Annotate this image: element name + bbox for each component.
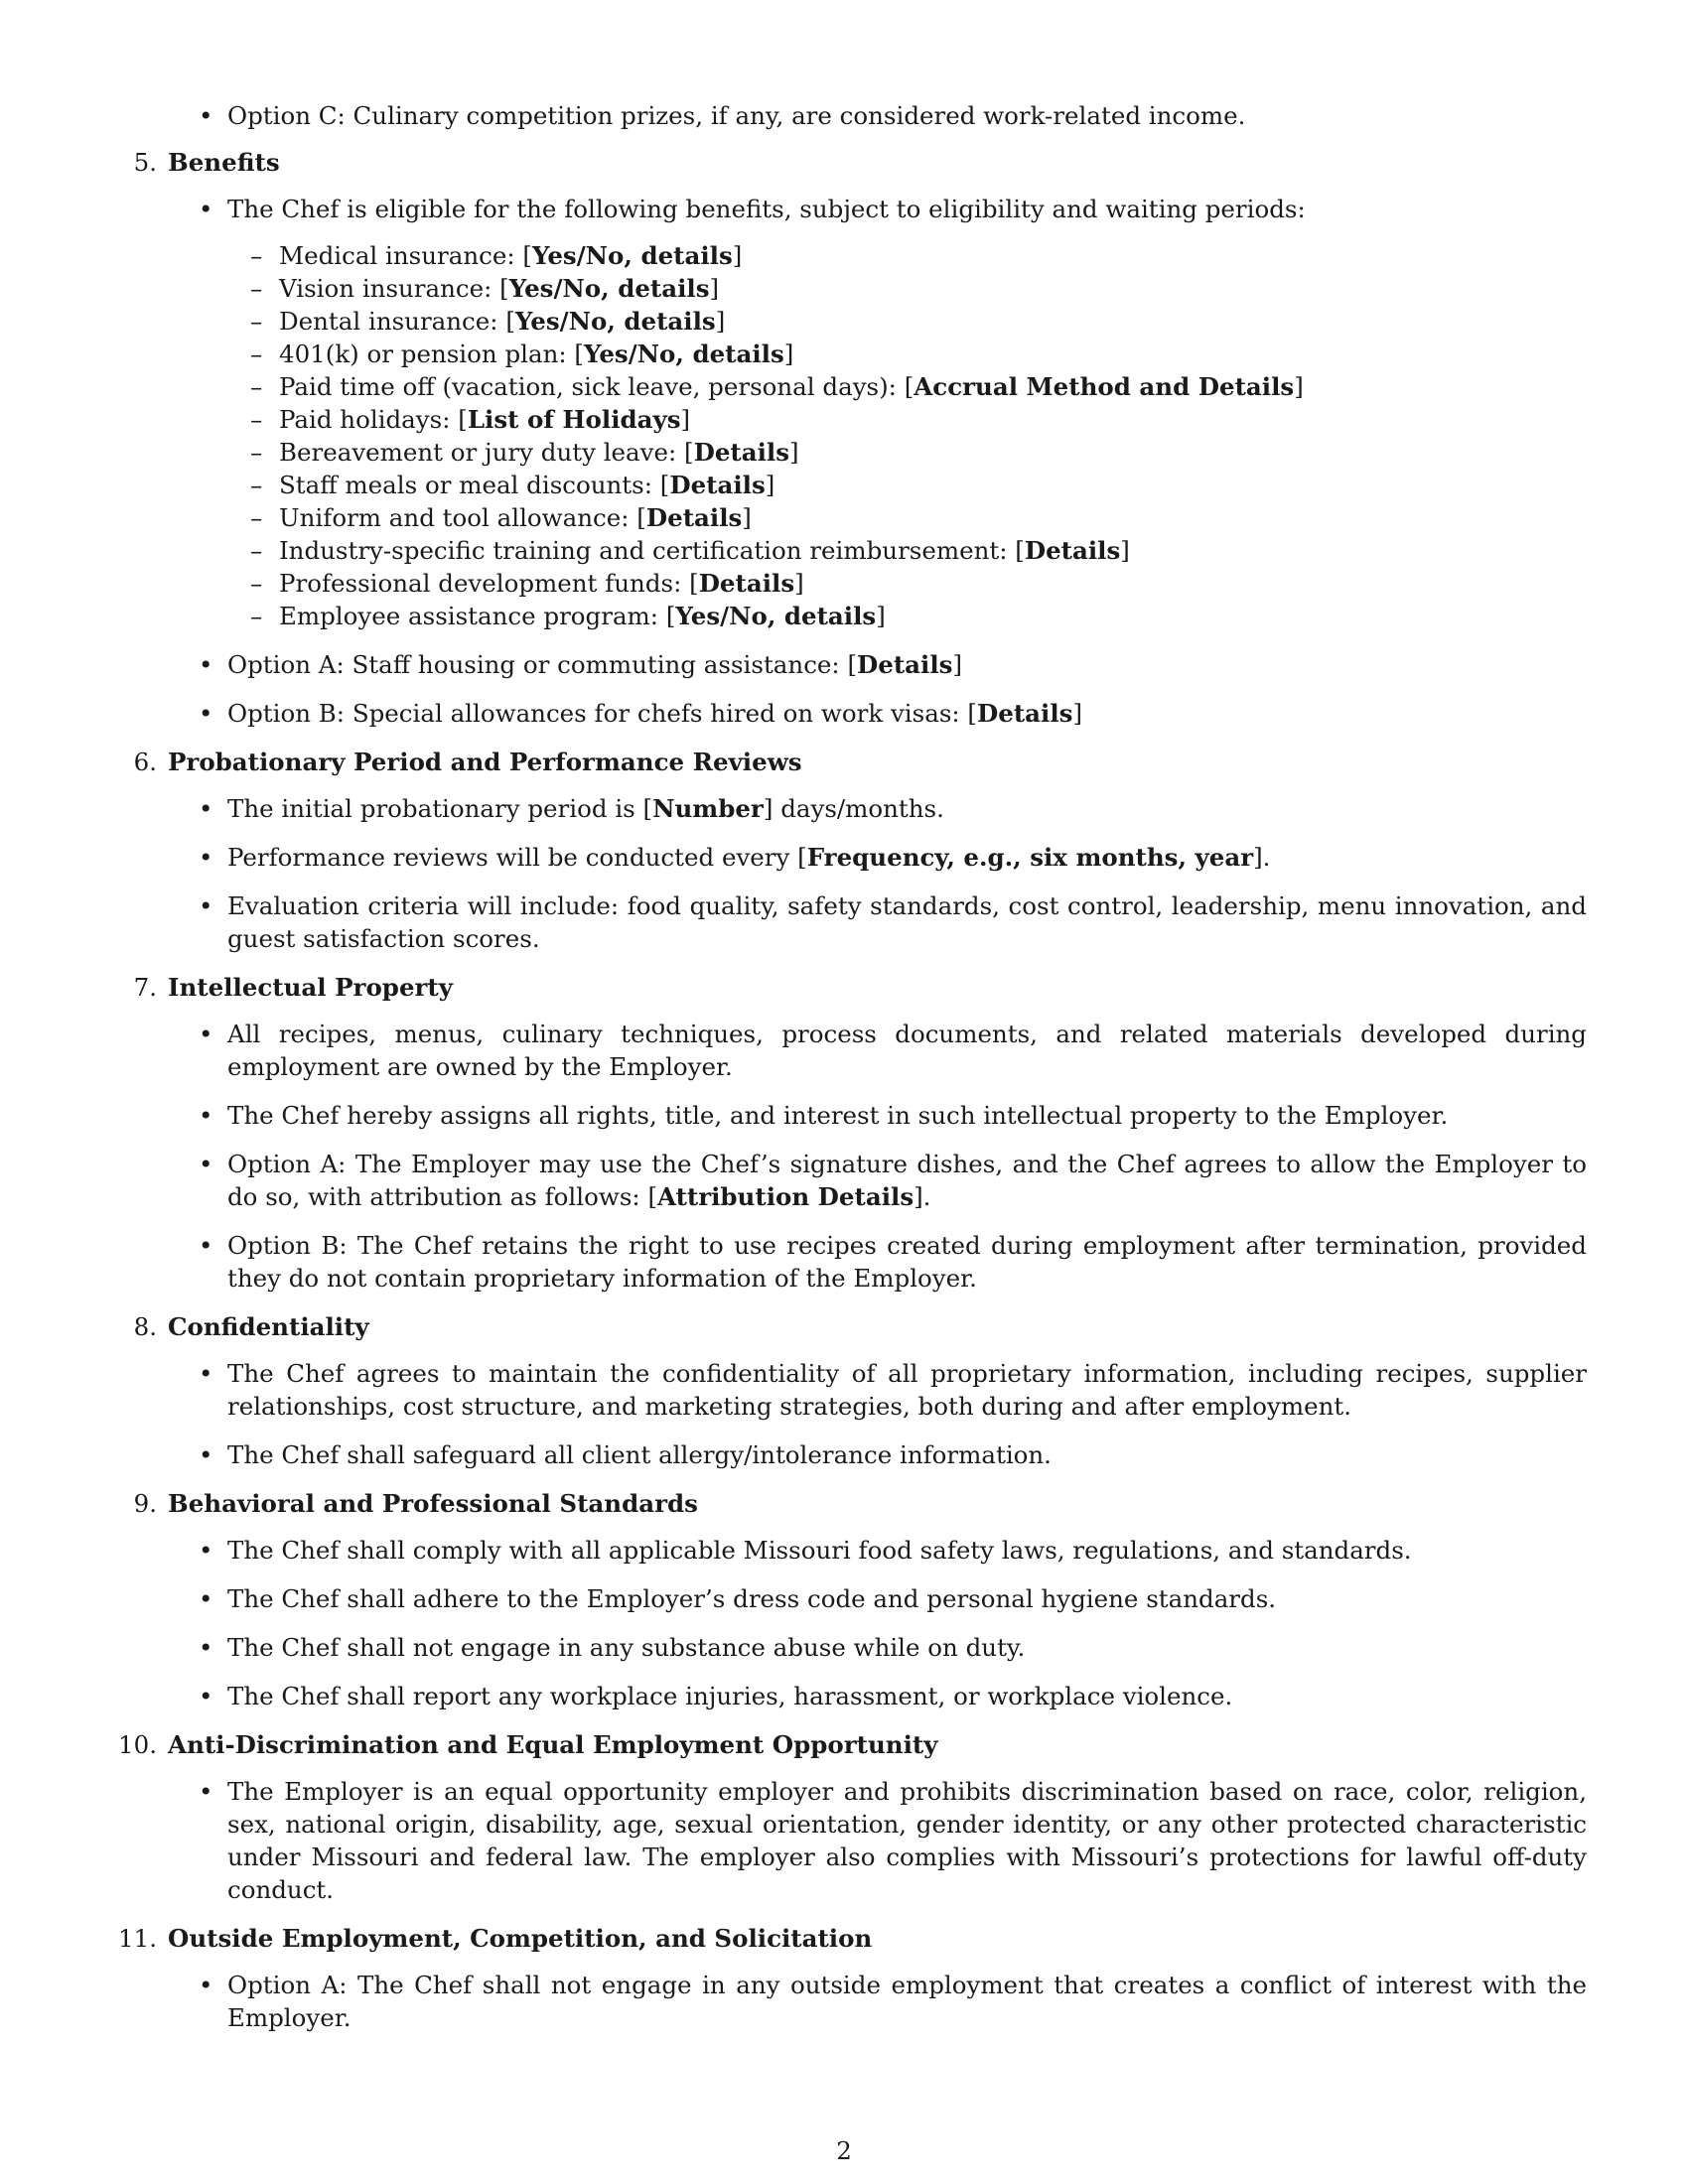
section-title: Confidentiality xyxy=(168,1312,369,1341)
bullet-item xyxy=(168,193,1587,632)
section-title: Behavioral and Professional Standards xyxy=(168,1489,698,1518)
text-segment: ] xyxy=(794,569,804,598)
page-number: 2 xyxy=(836,2136,852,2165)
text-segment: ] xyxy=(952,650,963,679)
bullet-item xyxy=(168,792,1587,825)
bullet-item: • The Chef shall comply with all applicable Missouri food safety laws, regulations, and standards. xyxy=(168,1534,1587,1567)
bullet-text: • The Chef is eligible for the following benefits, subject to eligibility and waiting periods: xyxy=(227,195,1306,223)
bullet-item: • Option B: The Chef retains the right to use recipes created during employment after termination, provided they do not contain proprietary information of the Employer. xyxy=(168,1229,1587,1295)
text-segment: Employee assistance program: [ xyxy=(279,602,676,630)
placeholder-field: Yes/No, details xyxy=(514,307,716,336)
section-title: Benefits xyxy=(168,148,280,177)
placeholder-field: List of Holidays xyxy=(467,405,681,434)
bullet-item: • The Chef agrees to maintain the confidentiality of all proprietary information, including recipes, supplier relationships, cost structure, and marketing strategies, both during and after employment. xyxy=(168,1357,1587,1423)
text-segment: The initial probationary period is [ xyxy=(227,794,653,823)
benefit-item xyxy=(227,370,1587,403)
text-segment: Professional development funds: [ xyxy=(279,569,699,598)
text-segment: ] xyxy=(789,438,799,467)
placeholder-field: Details xyxy=(698,569,795,598)
text-segment: Performance reviews will be conducted every [ xyxy=(227,843,807,872)
section-number: 11. xyxy=(118,1924,157,1953)
section xyxy=(117,1922,1587,2034)
sections-list xyxy=(117,146,1587,2034)
benefit-item xyxy=(227,534,1587,567)
bullet-list xyxy=(168,1357,1587,1471)
text-segment: ] xyxy=(765,471,775,499)
benefit-item xyxy=(227,469,1587,501)
bullet-item xyxy=(168,697,1587,730)
section xyxy=(117,1487,1587,1712)
text-segment: Industry-specific training and certification reimbursement: [ xyxy=(279,536,1025,565)
page-content xyxy=(117,99,1587,2050)
bullet-item: • Evaluation criteria will include: food quality, safety standards, cost control, leadership, menu innovation, and guest satisfaction scores. xyxy=(168,889,1587,955)
text-segment: ] xyxy=(1120,536,1130,565)
text-segment: ]. xyxy=(1253,843,1271,872)
bullet-list xyxy=(168,792,1587,955)
text-segment: Option B: Special allowances for chefs hired on work visas: [ xyxy=(227,699,977,728)
section-number: 9. xyxy=(133,1489,157,1518)
bullet-item xyxy=(168,648,1587,681)
bullet-item: • The Chef shall adhere to the Employer’s dress code and personal hygiene standards. xyxy=(168,1582,1587,1615)
section-number: 6. xyxy=(133,748,157,776)
placeholder-field: Number xyxy=(652,794,764,823)
placeholder-field: Yes/No, details xyxy=(531,241,733,270)
text-segment: Paid holidays: [ xyxy=(279,405,468,434)
text-segment: ] xyxy=(1072,699,1082,728)
section xyxy=(117,1310,1587,1471)
section-title: Anti-Discrimination and Equal Employment Opportunity xyxy=(168,1730,938,1759)
placeholder-field: Yes/No, details xyxy=(675,602,877,630)
text-segment: ] xyxy=(1294,372,1304,401)
benefit-item xyxy=(227,567,1587,600)
placeholder-field: Details xyxy=(669,471,766,499)
placeholder-field: Attribution Details xyxy=(657,1182,914,1211)
placeholder-field: Details xyxy=(1024,536,1121,565)
text-segment: ] xyxy=(680,405,691,434)
bullet-item: • The Employer is an equal opportunity employer and prohibits discrimination based on race, color, religion, sex, national origin, disability, age, sexual orientation, gender identity, or any other protected characteristic under Missouri and federal law. The employer also complies with Missouri’s protections for lawful off-duty conduct. xyxy=(168,1775,1587,1906)
text-segment: Option A: The Employer may use the Chef’s signature dishes, and the Chef agrees to allow the Employer to do so, with attribution as follows: [ xyxy=(227,1150,1587,1211)
text-segment: ] xyxy=(715,307,726,336)
benefit-sublist xyxy=(227,239,1587,632)
benefit-item xyxy=(227,501,1587,534)
text-segment: ]. xyxy=(914,1182,931,1211)
placeholder-field: Accrual Method and Details xyxy=(914,372,1295,401)
bullet-list xyxy=(168,1775,1587,1906)
section-number: 10. xyxy=(118,1730,157,1759)
bullet-item xyxy=(168,841,1587,874)
placeholder-field: Details xyxy=(693,438,790,467)
benefit-item xyxy=(227,305,1587,338)
benefit-item xyxy=(227,403,1587,436)
section-title: Outside Employment, Competition, and Solicitation xyxy=(168,1924,873,1953)
text-segment: Staff meals or meal discounts: [ xyxy=(279,471,670,499)
lead-bullet: • Option C: Culinary competition prizes, if any, are considered work-related income. xyxy=(117,99,1587,132)
bullet-item xyxy=(168,1148,1587,1213)
bullet-item: • Option A: The Chef shall not engage in any outside employment that creates a conflict of interest with the Employer. xyxy=(168,1969,1587,2034)
section-number: 8. xyxy=(133,1312,157,1341)
bullet-item: • All recipes, menus, culinary techniques, process documents, and related materials developed during employment are owned by the Employer. xyxy=(168,1018,1587,1083)
text-segment: ] xyxy=(732,241,743,270)
bullet-item: • The Chef shall safeguard all client allergy/intolerance information. xyxy=(168,1438,1587,1471)
text-segment: Option A: Staff housing or commuting assistance: [ xyxy=(227,650,858,679)
text-segment: Bereavement or jury duty leave: [ xyxy=(279,438,694,467)
section-number: 5. xyxy=(133,148,157,177)
placeholder-field: Details xyxy=(645,503,743,532)
bullet-list xyxy=(168,1534,1587,1712)
section xyxy=(117,1728,1587,1906)
text-segment: Paid time off (vacation, sick leave, personal days): [ xyxy=(279,372,914,401)
text-segment: Dental insurance: [ xyxy=(279,307,515,336)
benefit-item xyxy=(227,436,1587,469)
placeholder-field: Frequency, e.g., six months, year xyxy=(806,843,1254,872)
text-segment: ] xyxy=(709,274,720,303)
section-title: Probationary Period and Performance Reviews xyxy=(168,748,802,776)
text-segment: Vision insurance: [ xyxy=(279,274,509,303)
section xyxy=(117,971,1587,1295)
placeholder-field: Yes/No, details xyxy=(508,274,710,303)
benefit-item xyxy=(227,338,1587,370)
text-segment: Uniform and tool allowance: [ xyxy=(279,503,646,532)
text-segment: ] xyxy=(783,340,794,368)
text-segment: ] xyxy=(742,503,752,532)
benefit-item xyxy=(227,272,1587,305)
section xyxy=(117,746,1587,955)
section-number: 7. xyxy=(133,973,157,1002)
section xyxy=(117,146,1587,730)
bullet-item: • The Chef shall not engage in any substance abuse while on duty. xyxy=(168,1631,1587,1664)
placeholder-field: Details xyxy=(857,650,953,679)
bullet-list xyxy=(168,1969,1587,2034)
benefit-item xyxy=(227,600,1587,632)
placeholder-field: Details xyxy=(977,699,1073,728)
section-title: Intellectual Property xyxy=(168,973,453,1002)
benefit-item xyxy=(227,239,1587,272)
bullet-item: • The Chef shall report any workplace injuries, harassment, or workplace violence. xyxy=(168,1680,1587,1712)
placeholder-field: Yes/No, details xyxy=(583,340,784,368)
text-segment: Medical insurance: [ xyxy=(279,241,532,270)
bullet-item: • The Chef hereby assigns all rights, title, and interest in such intellectual property to the Employer. xyxy=(168,1099,1587,1132)
bullet-list xyxy=(168,1018,1587,1295)
text-segment: ] days/months. xyxy=(763,794,944,823)
bullet-list xyxy=(168,193,1587,730)
text-segment: 401(k) or pension plan: [ xyxy=(279,340,584,368)
text-segment: ] xyxy=(876,602,886,630)
